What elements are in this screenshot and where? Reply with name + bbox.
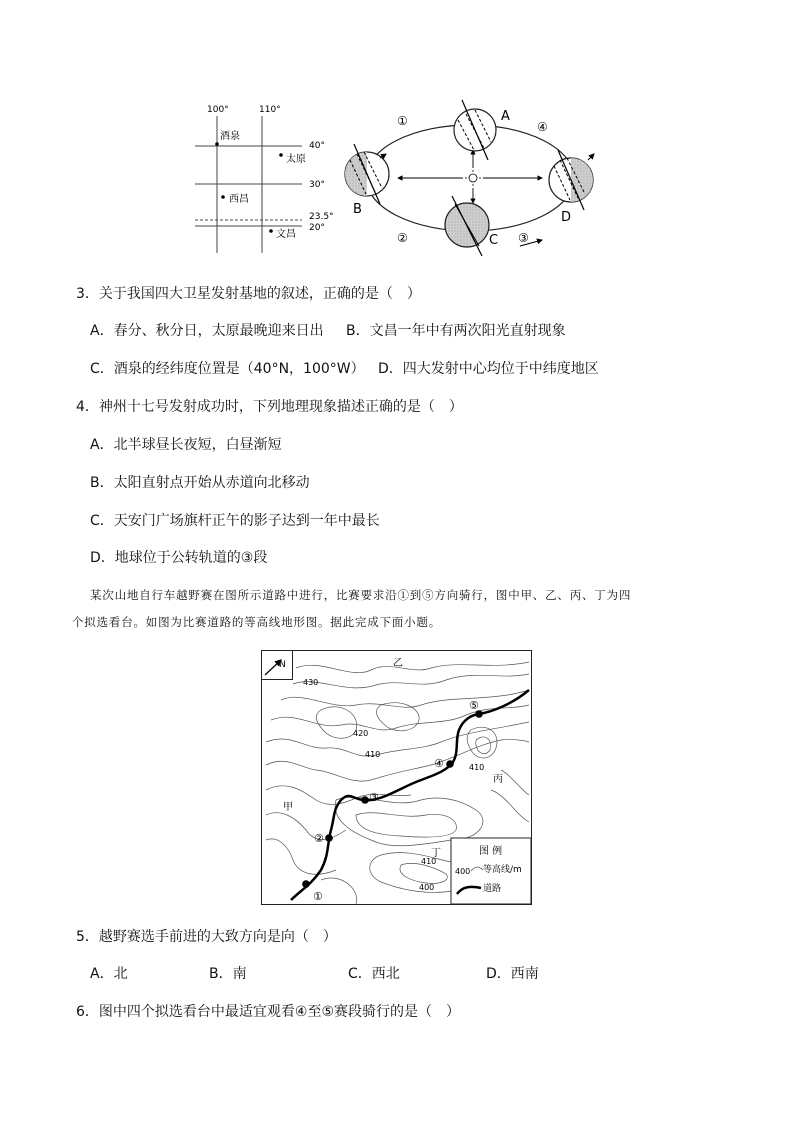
- segment-2: ②: [397, 231, 408, 245]
- segment-4: ④: [537, 120, 548, 134]
- earth-position-b: [345, 144, 389, 204]
- earth-position-c: [445, 196, 489, 256]
- contour-label-430: 430: [303, 678, 319, 687]
- stand-jia: 甲: [283, 802, 293, 813]
- city-taiyuan: 太原: [286, 154, 306, 165]
- lat-label-20: 20°: [309, 223, 325, 233]
- lat-label-40: 40°: [309, 141, 325, 151]
- label-b: B: [353, 202, 362, 217]
- road-point-3: [361, 796, 369, 804]
- segment-1: ①: [397, 114, 408, 128]
- point-label-5: ⑤: [469, 699, 479, 712]
- orbit-arrow-d: [588, 154, 594, 160]
- earth-position-d: [549, 150, 593, 210]
- city-jiuquan: 酒泉: [220, 131, 240, 142]
- contour-label-420: 420: [353, 729, 369, 738]
- legend-road: 道路: [483, 884, 502, 894]
- question-4-option-b[interactable]: B．太阳直射点开始从赤道向北移动: [90, 475, 310, 491]
- map-legend: [451, 838, 531, 904]
- contour-label-400: 400: [419, 883, 435, 892]
- city-dot-jiuquan: [215, 142, 219, 146]
- question-4-stem: 4．神州十七号发射成功时，下列地理现象描述正确的是（ ）: [76, 399, 463, 415]
- passage-line-2: 个拟选看台。如图为比赛道路的等高线地形图。据此完成下面小题。: [72, 615, 441, 629]
- stand-bing: 丙: [493, 774, 503, 785]
- figure-contour-map: [261, 650, 533, 906]
- question-5-option-c[interactable]: C．西北: [348, 966, 400, 982]
- question-5-option-a[interactable]: A．北: [90, 966, 128, 982]
- question-3-option-b[interactable]: B．文昌一年中有两次阳光直射现象: [346, 323, 566, 339]
- city-dot-taiyuan: [279, 153, 283, 157]
- lon-label-110: 110°: [259, 105, 281, 115]
- road-point-1: [302, 880, 310, 888]
- question-3-option-a[interactable]: A．春分、秋分日，太原最晚迎来日出: [90, 323, 324, 339]
- city-xichang: 西昌: [229, 194, 249, 205]
- lon-label-100: 100°: [207, 105, 229, 115]
- orbit-arrow-b: [380, 154, 386, 158]
- passage-line-1: 某次山地自行车越野赛在图所示道路中进行，比赛要求沿①到⑤方向骑行，图中甲、乙、丙、丁为四: [90, 588, 632, 602]
- legend-contour: 等高线/m: [483, 865, 522, 875]
- label-a: A: [501, 109, 510, 124]
- stand-yi: 乙: [393, 658, 403, 669]
- point-label-2: ②: [314, 832, 324, 845]
- question-3-option-d[interactable]: D．四大发射中心均位于中纬度地区: [378, 361, 599, 377]
- city-dot-xichang: [221, 195, 225, 199]
- question-4-option-d[interactable]: D．地球位于公转轨道的③段: [90, 550, 268, 566]
- contour-label-410-c: 410: [421, 857, 437, 866]
- sun-icon: [465, 170, 481, 186]
- label-d: D: [561, 210, 572, 225]
- question-5-option-b[interactable]: B．南: [209, 966, 247, 982]
- contour-label-410-a: 410: [365, 750, 381, 759]
- question-4-option-c[interactable]: C．天安门广场旗杆正午的影子达到一年中最长: [90, 513, 380, 529]
- lat-label-30: 30°: [309, 180, 325, 190]
- question-5-option-d[interactable]: D．西南: [486, 966, 539, 982]
- road-point-4: [446, 760, 454, 768]
- question-3-option-c[interactable]: C．酒泉的经纬度位置是（40°N，100°W）: [90, 361, 365, 377]
- city-wenchang: 文昌: [276, 229, 296, 240]
- lat-label-23-5: 23.5°: [309, 212, 334, 222]
- question-6-stem: 6．图中四个拟选看台中最适宜观看④至⑤赛段骑行的是（ ）: [76, 1004, 461, 1020]
- north-arrow-box: [262, 651, 293, 680]
- north-label: N: [279, 660, 286, 670]
- road-point-2: [325, 834, 333, 842]
- earth-position-a: [454, 100, 496, 160]
- legend-title: 图 例: [479, 846, 503, 857]
- contour-label-410-b: 410: [469, 763, 485, 772]
- label-c: C: [489, 233, 499, 248]
- question-5-stem: 5．越野赛选手前进的大致方向是向（ ）: [76, 929, 337, 945]
- figure-satellite-bases-and-orbit: [190, 98, 610, 262]
- sun-arrows: [398, 150, 542, 203]
- question-3-stem: 3．关于我国四大卫星发射基地的叙述，正确的是（ ）: [76, 286, 421, 302]
- point-label-4: ④: [434, 757, 444, 770]
- legend-contour-value: 400: [455, 867, 471, 876]
- segment-3: ③: [518, 231, 529, 245]
- city-dot-wenchang: [269, 229, 273, 233]
- question-4-option-a[interactable]: A．北半球昼长夜短，白昼渐短: [90, 437, 282, 453]
- point-label-1: ①: [313, 890, 323, 903]
- point-label-3: ③: [369, 791, 379, 804]
- stand-ding: 丁: [431, 848, 441, 859]
